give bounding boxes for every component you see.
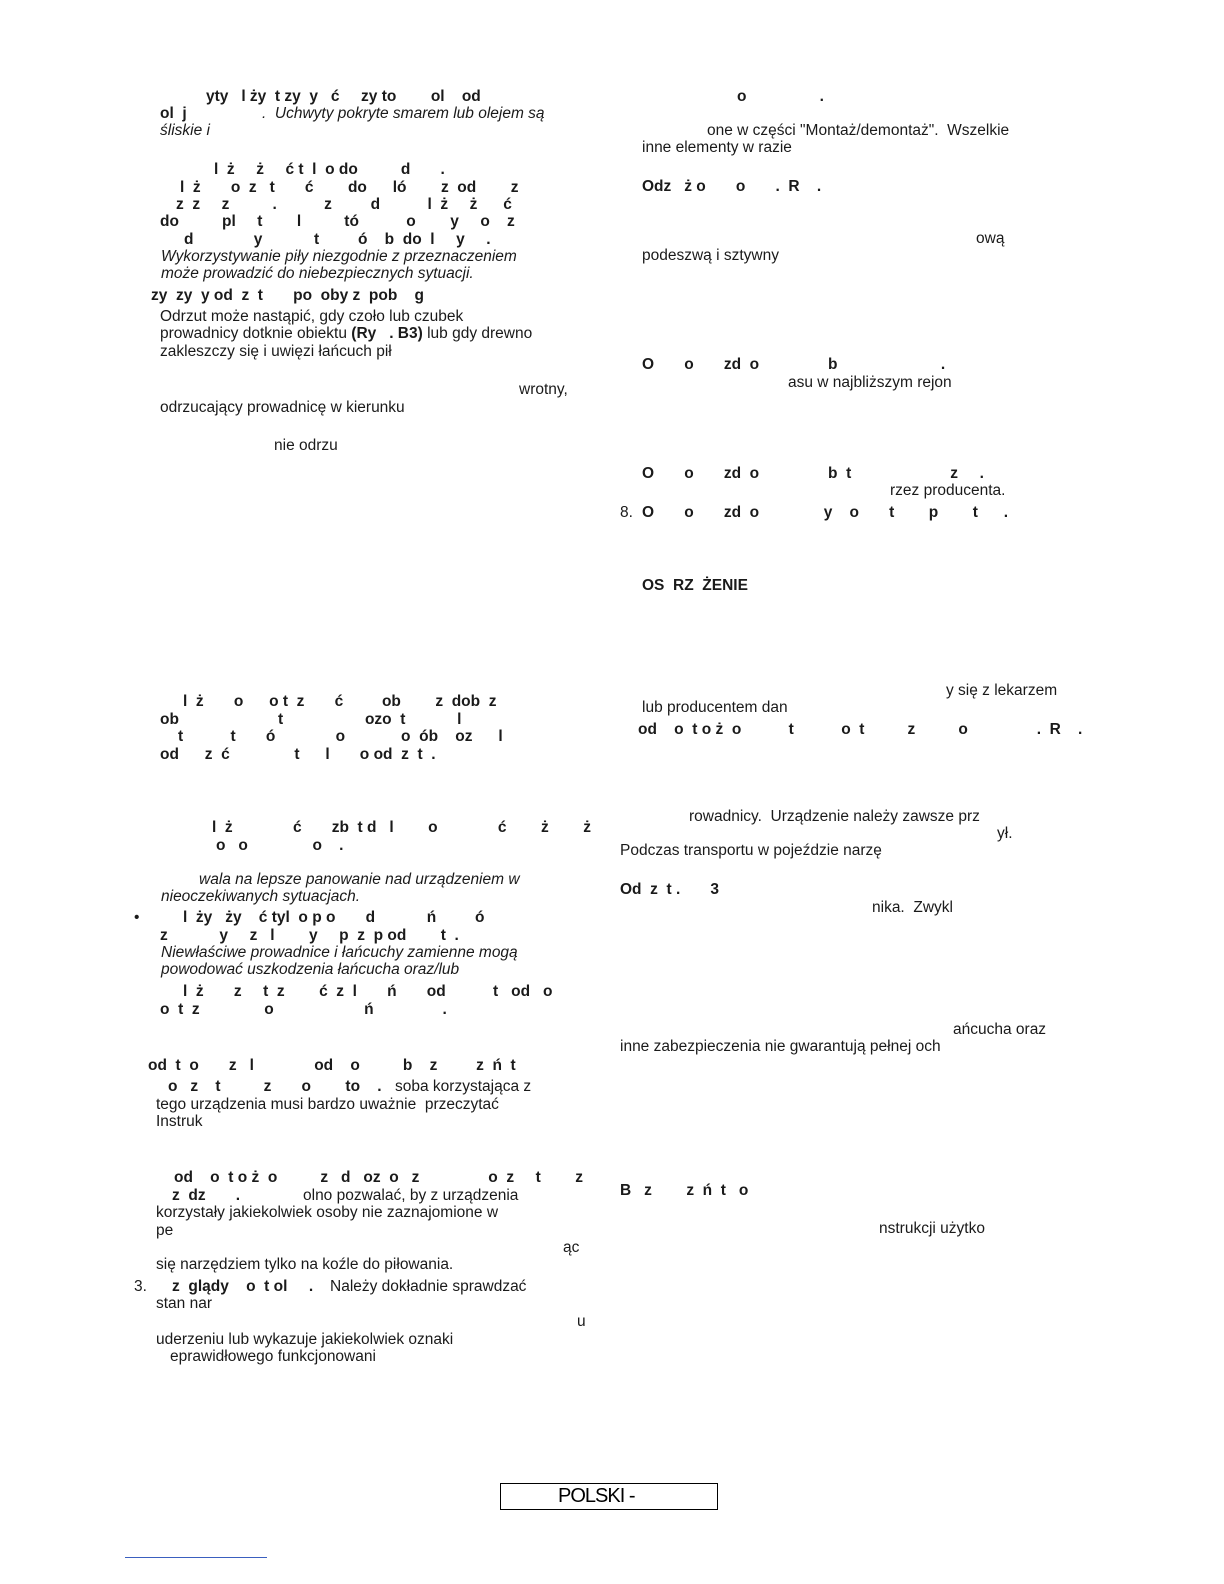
text-line: korzystały jakiekolwiek osoby nie zaznajomione w [156,1204,499,1221]
section-heading: od o t o ż o t o t z o . R . [638,721,1083,738]
footer-language-label: POLSKI - [558,1485,635,1507]
section-heading: Odz ż o o . R . [642,178,822,195]
text-line: . Uchwyty pokryte smarem lub olejem są [262,105,545,122]
section-heading: O o zd o y o t p t . [642,504,1009,521]
text-line: od z ć t l o od z t . [160,746,436,763]
text-line: z dz . [172,1187,241,1204]
text-line: l ż o o t z ć ob z dob z [183,693,497,710]
text-line: l ż ć zb t d l o ć ż ż [212,819,591,836]
text-line: Instruk [156,1113,203,1130]
text-line: podeszwą i sztywny [642,247,779,264]
text-line: o . [737,88,824,105]
text-line: soba korzystająca z [395,1078,532,1095]
text-line: y się z lekarzem [946,682,1058,699]
text-line: uderzeniu lub wykazuje jakiekolwiek oznaki [156,1331,454,1348]
text-line: pe [156,1222,174,1239]
list-number: 3. [134,1278,147,1295]
text-line: ob t ozo t l [160,711,462,728]
text-line: z z z . z d l ż ż ć [176,196,512,213]
text-line: rzez producenta. [890,482,1006,499]
text-line: o z t z o to . [168,1078,382,1095]
text-line: eprawidłowego funkcjonowani [170,1348,376,1365]
text-line: wala na lepsze panowanie nad urządzeniem w [199,871,520,888]
text-line: tego urządzenia musi bardzo uważnie przeczytać [156,1096,499,1113]
text-line: one w części "Montaż/demontaż". Wszelkie [707,122,1010,139]
text-line: inne elementy w razie [642,139,792,156]
text-line: Odrzut może nastąpić, gdy czoło lub czubek [160,308,464,325]
list-number: 8. [620,504,633,521]
text-line: prowadnicy dotknie obiektu (Ry . B3) lub gdy drewno [160,325,533,342]
section-heading: OS RZ ŻENIE [642,577,748,594]
text-line: Należy dokładnie sprawdzać [330,1278,527,1295]
text-line: inne zabezpieczenia nie gwarantują pełnej och [620,1038,941,1055]
text-line: ol j [160,105,187,122]
text-line: z y z l y p z p od t . [160,927,459,944]
text-line: o t z o ń . [160,1001,447,1018]
text-line: u [577,1313,586,1330]
text-line: Niewłaściwe prowadnice i łańcuchy zamienne mogą [161,944,518,961]
section-heading: B z z ń t o [620,1182,749,1199]
text-line: asu w najbliższym rejon [788,374,952,391]
section-heading: od t o z l od o b z z ń t [148,1057,516,1074]
text-line: się narzędziem tylko na koźle do piłowania. [156,1256,454,1273]
text-line: o o o . [216,837,344,854]
text-line: nstrukcji użytko [879,1220,985,1237]
text-line: ył. [997,825,1013,842]
text-line: ąc [563,1239,580,1256]
text-line: wrotny, [519,381,568,398]
section-heading: O o zd o b t z . [642,465,984,482]
text-line: t t ó o o ób oz l [178,728,503,745]
text-line: odrzucający prowadnicę w kierunku [160,399,405,416]
text-line: może prowadzić do niebezpiecznych sytuacji. [161,265,474,282]
text-line: zakleszczy się i uwięzi łańcuch pił [160,343,392,360]
text-line: lub producentem dan [642,699,788,716]
section-heading: O o zd o b . [642,356,946,373]
text-line: ańcucha oraz [953,1021,1047,1038]
text-line: od o t o ż o z d oz o z o z t z [174,1169,584,1186]
text-line: nika. Zwykl [872,899,953,916]
text-line: l ż z t z ć z l ń od t od o [183,983,553,1000]
text-line: stan nar [156,1295,213,1312]
text-line: yty l ży t zy y ć zy to ol od [206,88,481,105]
text-line: ową [976,230,1005,247]
text-line: nieoczekiwanych sytuacjach. [161,888,361,905]
bullet-icon: • [134,909,140,926]
footnote-rule [125,1557,267,1558]
text-line: l ż ż ć t l o do d . [214,161,445,178]
text-line: z glądy o t ol . [172,1278,314,1295]
text-line: nie odrzu [274,437,338,454]
text-line: l ż o z t ć do ló z od z [180,179,519,196]
text-line: powodować uszkodzenia łańcucha oraz/lub [161,961,460,978]
section-heading: zy zy y od z t po oby z pob g [151,287,424,304]
text-line: d y t ó b do l y . [184,231,491,248]
text-line: Wykorzystywanie piły niezgodnie z przeznaczeniem [161,248,517,265]
text-line: śliskie i [160,122,210,139]
text-line: rowadnicy. Urządzenie należy zawsze prz [689,808,980,825]
text-line: Podczas transportu w pojeździe narzę [620,842,882,859]
section-heading: Od z t . 3 [620,881,720,898]
text-line: l ży ży ć tyl o p o d ń ó [183,909,485,926]
text-line: do pl t l tó o y o z [160,213,515,230]
text-line: olno pozwalać, by z urządzenia [303,1187,519,1204]
